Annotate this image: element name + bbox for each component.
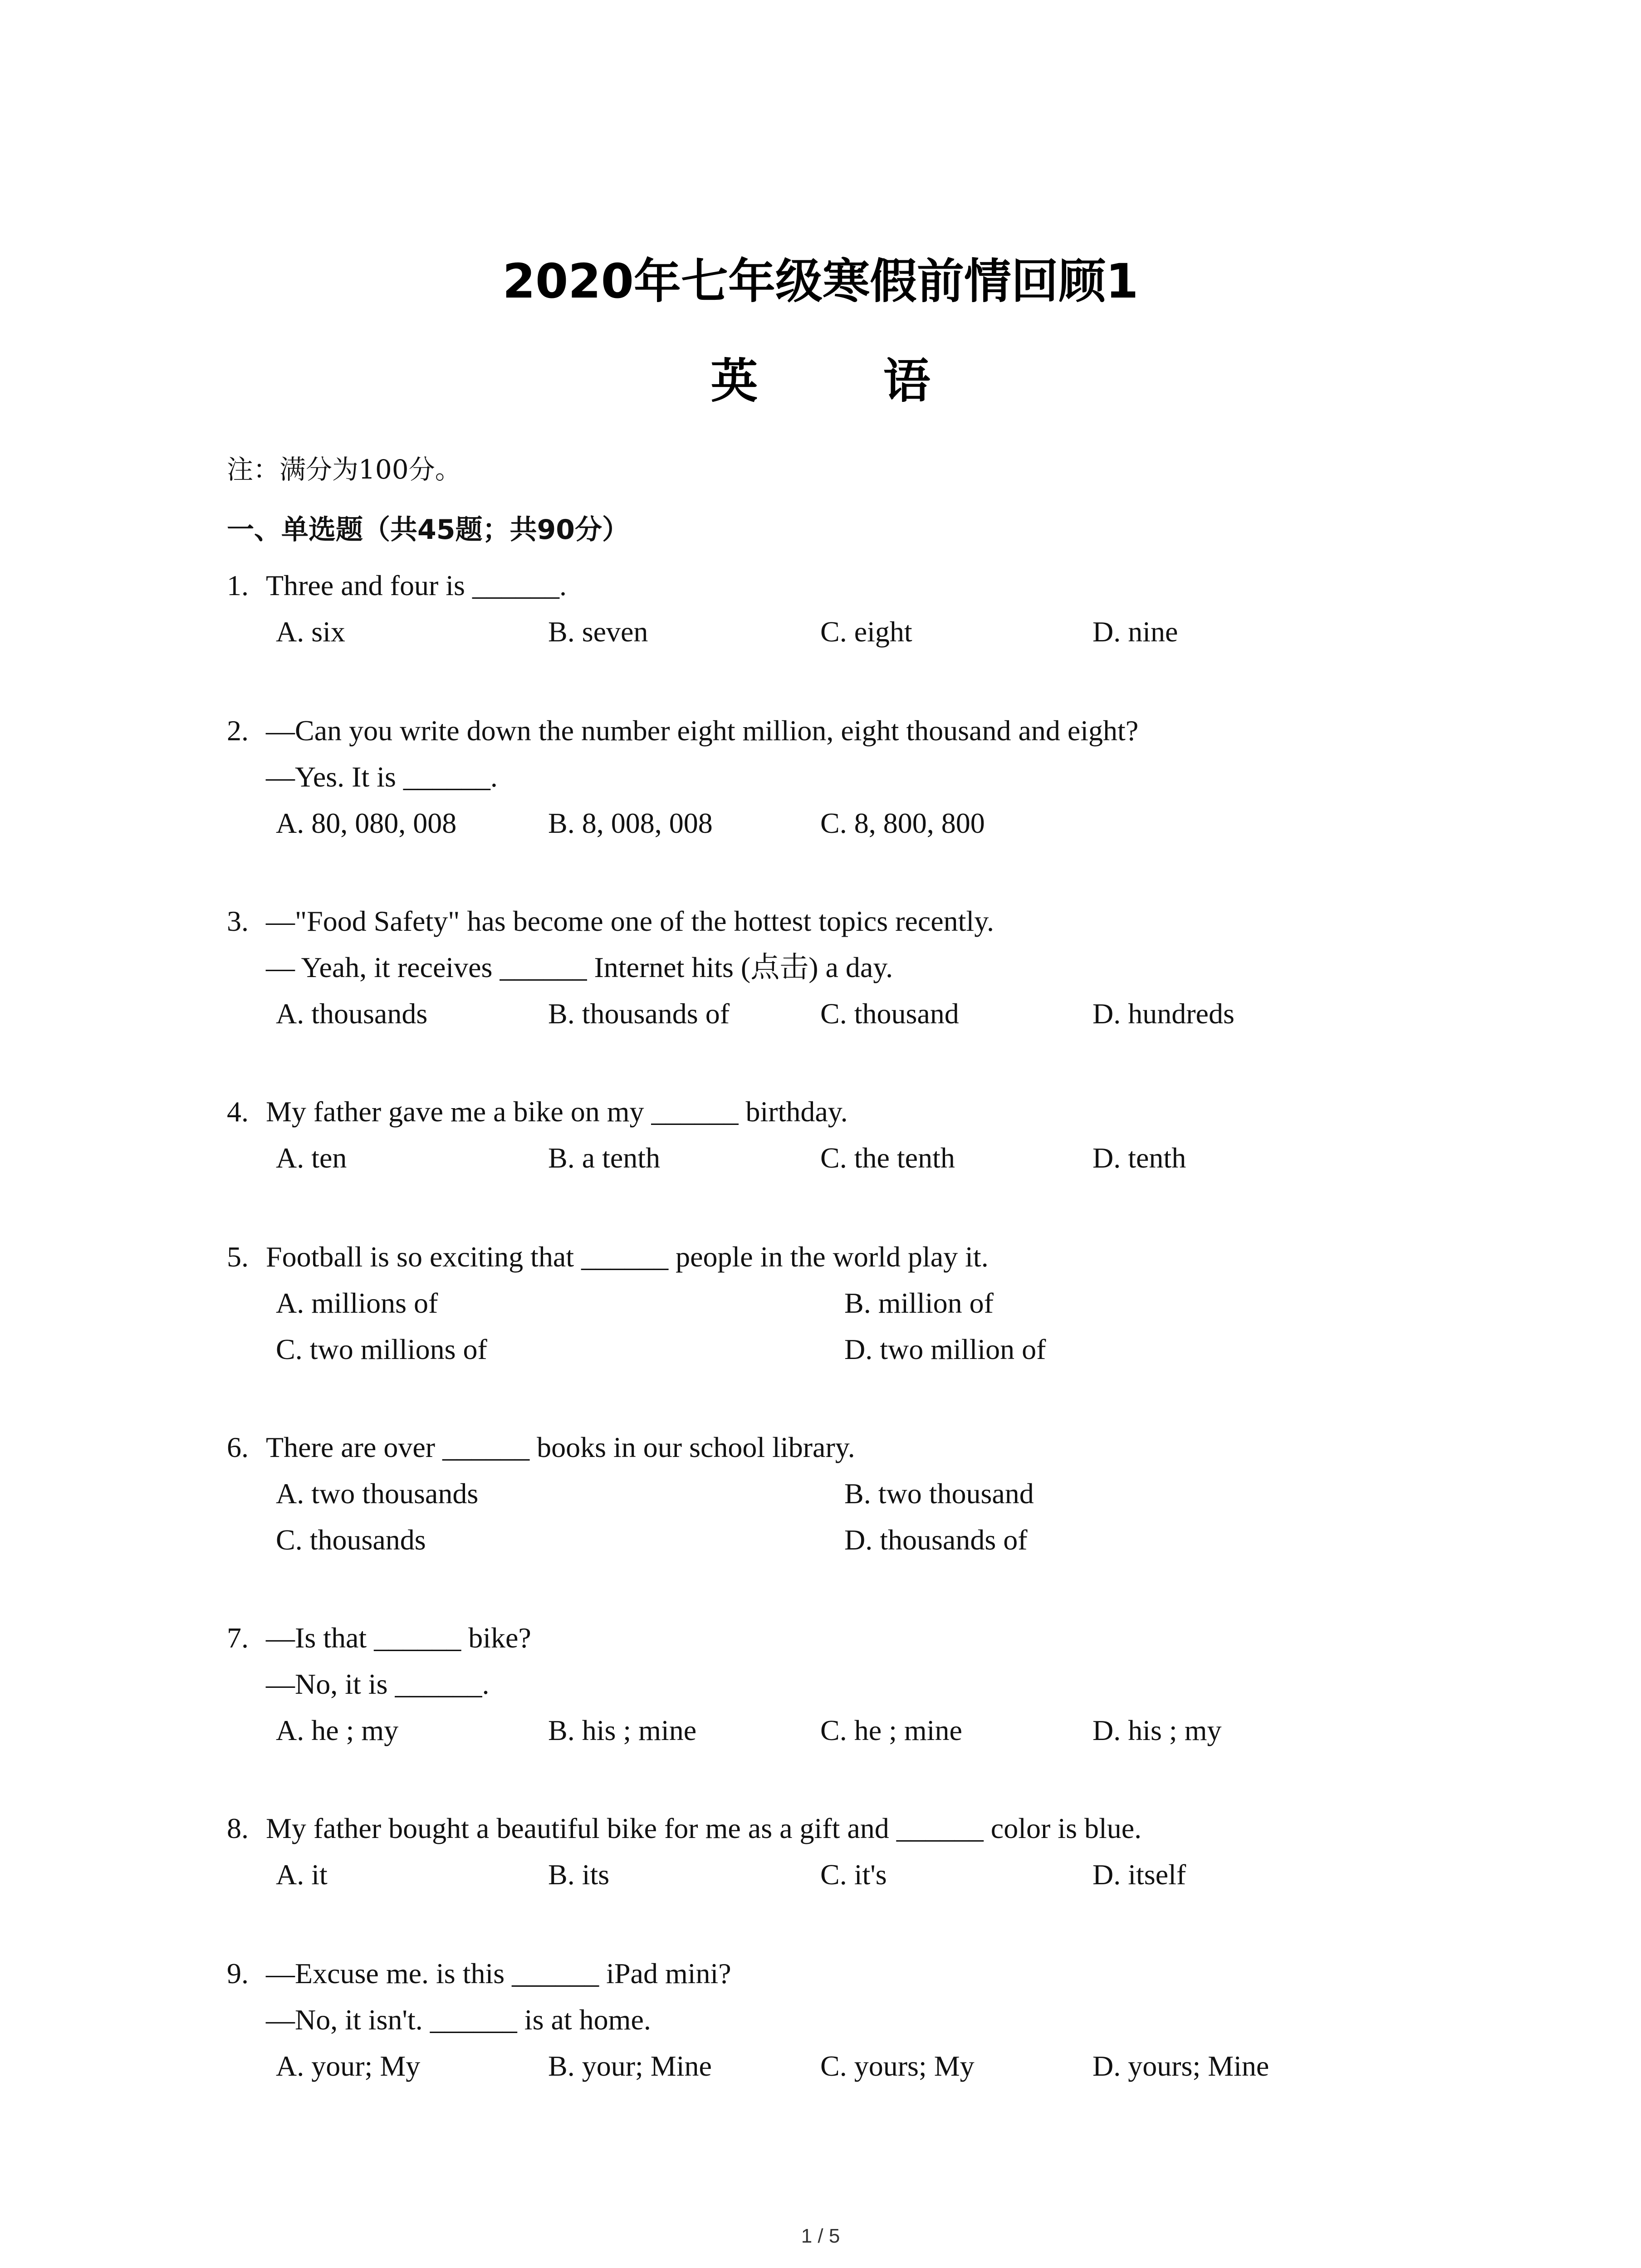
question-5 (227, 1234, 1452, 1373)
question-number: 7. (227, 1622, 249, 1654)
option-b[interactable]: B. its (548, 1858, 610, 1891)
option-a[interactable]: A. millions of (276, 1287, 438, 1319)
question-text: —Can you write down the number eight million, eight thousand and eight? (266, 714, 1139, 747)
option-a[interactable]: A. he ; my (276, 1714, 399, 1746)
question-3 (227, 898, 1452, 1037)
option-c[interactable]: C. the tenth (820, 1142, 955, 1174)
option-b[interactable]: B. seven (548, 616, 648, 648)
option-c[interactable]: C. it's (820, 1858, 887, 1891)
option-c[interactable]: C. he ; mine (820, 1714, 962, 1746)
page-number: 1 / 5 (801, 2225, 840, 2247)
exam-title: 2020年七年级寒假前情回顾1 (502, 254, 1139, 309)
option-d[interactable]: D. hundreds (1092, 997, 1234, 1030)
option-d[interactable]: D. thousands of (844, 1524, 1028, 1556)
option-a[interactable]: A. your; My (276, 2050, 421, 2082)
option-d[interactable]: D. his ; my (1092, 1714, 1222, 1746)
option-b[interactable]: B. million of (844, 1287, 994, 1319)
option-c[interactable]: C. thousands (276, 1524, 426, 1556)
option-b[interactable]: B. a tenth (548, 1142, 661, 1174)
option-a[interactable]: A. six (276, 616, 345, 648)
question-number: 6. (227, 1431, 249, 1463)
question-text-line-2: —No, it isn't. ______ is at home. (266, 2004, 651, 2036)
option-a[interactable]: A. two thousands (276, 1477, 479, 1510)
question-text: —Excuse me. is this ______ iPad mini? (266, 1957, 731, 1989)
question-8 (227, 1805, 1452, 1898)
question-text: My father gave me a bike on my ______ birthday. (266, 1095, 848, 1128)
option-d[interactable]: D. itself (1092, 1858, 1186, 1891)
question-7 (227, 1615, 1452, 1754)
question-text: —Is that ______ bike? (266, 1622, 531, 1654)
question-number: 9. (227, 1957, 249, 1989)
option-c[interactable]: C. 8, 800, 800 (820, 807, 985, 839)
question-9 (227, 1950, 1452, 2089)
option-c[interactable]: C. two millions of (276, 1333, 487, 1365)
question-text: —"Food Safety" has become one of the hottest topics recently. (266, 905, 994, 937)
question-text-line-2: — Yeah, it receives ______ Internet hits (点击) a day. (266, 951, 893, 983)
option-c[interactable]: C. eight (820, 616, 912, 648)
option-d[interactable]: D. two million of (844, 1333, 1046, 1365)
question-number: 5. (227, 1241, 249, 1273)
question-text-line-2: —No, it is ______. (266, 1668, 490, 1700)
question-number: 2. (227, 714, 249, 747)
option-c[interactable]: C. yours; My (820, 2050, 975, 2082)
question-number: 8. (227, 1812, 249, 1844)
question-text: My father bought a beautiful bike for me as a gift and ______ color is blue. (266, 1812, 1142, 1844)
option-a[interactable]: A. thousands (276, 997, 428, 1030)
question-text: Football is so exciting that ______ people in the world play it. (266, 1241, 989, 1273)
question-1 (227, 562, 1452, 655)
option-a[interactable]: A. it (276, 1858, 328, 1891)
option-d[interactable]: D. nine (1092, 616, 1178, 648)
option-c[interactable]: C. thousand (820, 997, 959, 1030)
score-note: 注：满分为100分。 (227, 454, 461, 485)
question-text: There are over ______ books in our school library. (266, 1431, 855, 1463)
question-6 (227, 1424, 1452, 1563)
question-text: Three and four is ______. (266, 569, 567, 601)
question-number: 4. (227, 1095, 249, 1128)
question-4 (227, 1089, 1452, 1181)
option-b[interactable]: B. his ; mine (548, 1714, 697, 1746)
section-heading: 一、单选题（共45题；共90分） (227, 514, 629, 546)
option-d[interactable]: D. yours; Mine (1092, 2050, 1269, 2082)
option-d[interactable]: D. tenth (1092, 1142, 1186, 1174)
option-b[interactable]: B. two thousand (844, 1477, 1034, 1510)
question-number: 3. (227, 905, 249, 937)
option-b[interactable]: B. your; Mine (548, 2050, 712, 2082)
question-2 (227, 708, 1452, 846)
option-a[interactable]: A. ten (276, 1142, 347, 1174)
question-number: 1. (227, 569, 249, 601)
question-text-line-2: —Yes. It is ______. (266, 761, 498, 793)
option-b[interactable]: B. 8, 008, 008 (548, 807, 713, 839)
option-a[interactable]: A. 80, 080, 008 (276, 807, 457, 839)
option-b[interactable]: B. thousands of (548, 997, 730, 1030)
subject-title: 英 语 (710, 353, 985, 409)
